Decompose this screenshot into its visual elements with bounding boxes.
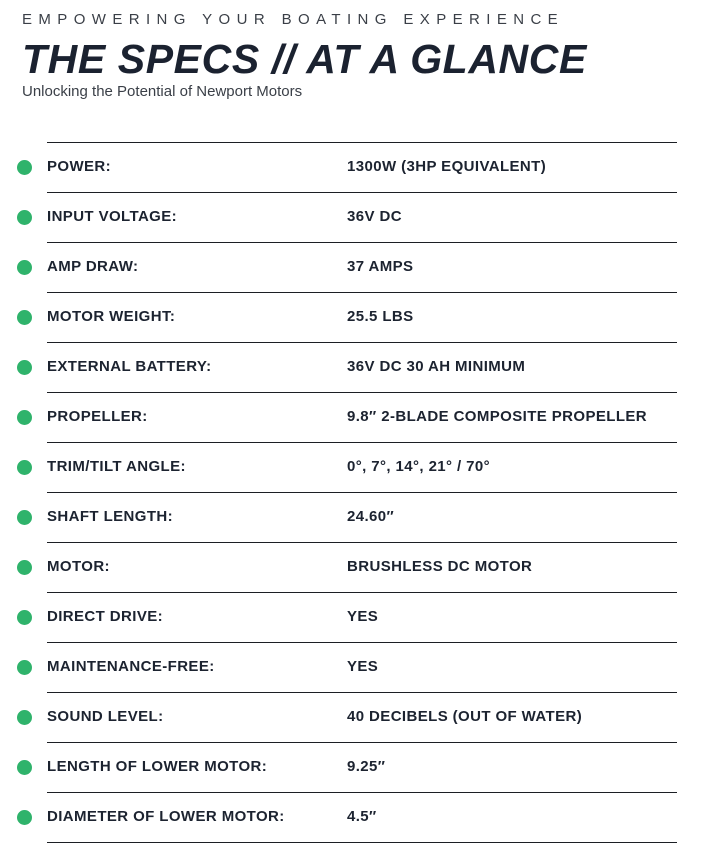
- spec-row: [47, 643, 677, 693]
- spec-label: DIRECT DRIVE:: [47, 608, 164, 625]
- bullet-dot-icon: [17, 660, 32, 675]
- spec-label: PROPELLER:: [47, 408, 148, 425]
- spec-row: [47, 543, 677, 593]
- bullet-dot-icon: [17, 710, 32, 725]
- spec-label: SHAFT LENGTH:: [47, 508, 174, 525]
- page-title: THE SPECS // AT A GLANCE: [22, 36, 587, 82]
- spec-value: 37 AMPS: [347, 258, 414, 275]
- spec-label: POWER:: [47, 158, 112, 175]
- bullet-dot-icon: [17, 410, 32, 425]
- spec-value: 36V DC: [347, 208, 402, 225]
- bullet-dot-icon: [17, 760, 32, 775]
- spec-label: INPUT VOLTAGE:: [47, 208, 178, 225]
- spec-row: [47, 293, 677, 343]
- spec-row: [47, 193, 677, 243]
- spec-row: [47, 243, 677, 293]
- bullet-dot-icon: [17, 310, 32, 325]
- spec-label: MOTOR WEIGHT:: [47, 308, 176, 325]
- bullet-dot-icon: [17, 210, 32, 225]
- spec-value: 25.5 LBS: [347, 308, 414, 325]
- spec-value: 40 DECIBELS (OUT OF WATER): [347, 708, 583, 725]
- spec-label: TRIM/TILT ANGLE:: [47, 458, 186, 475]
- spec-label: AMP DRAW:: [47, 258, 139, 275]
- spec-value: 0°, 7°, 14°, 21° / 70°: [347, 458, 491, 475]
- spec-value: 24.60″: [347, 508, 395, 525]
- spec-value: BRUSHLESS DC MOTOR: [347, 558, 533, 575]
- bullet-dot-icon: [17, 360, 32, 375]
- spec-value: 9.8″ 2-BLADE COMPOSITE PROPELLER: [347, 408, 648, 425]
- spec-label: LENGTH OF LOWER MOTOR:: [47, 758, 268, 775]
- spec-value: 1300W (3HP EQUIVALENT): [347, 158, 547, 175]
- spec-value: YES: [347, 658, 379, 675]
- eyebrow-tagline: EMPOWERING YOUR BOATING EXPERIENCE: [22, 11, 565, 28]
- spec-value: 36V DC 30 AH MINIMUM: [347, 358, 526, 375]
- spec-label: EXTERNAL BATTERY:: [47, 358, 212, 375]
- header: [22, 11, 702, 101]
- spec-value: 9.25″: [347, 758, 386, 775]
- spec-row: [47, 343, 677, 393]
- spec-row: [47, 493, 677, 543]
- bullet-dot-icon: [17, 460, 32, 475]
- bullet-dot-icon: [17, 560, 32, 575]
- spec-row: [47, 443, 677, 493]
- spec-row: [47, 793, 677, 843]
- bullet-dot-icon: [17, 810, 32, 825]
- bullet-dot-icon: [17, 610, 32, 625]
- spec-label: MOTOR:: [47, 558, 110, 575]
- spec-row: [47, 393, 677, 443]
- bullet-dot-icon: [17, 260, 32, 275]
- spec-row: [47, 593, 677, 643]
- bullet-dot-icon: [17, 160, 32, 175]
- spec-label: MAINTENANCE-FREE:: [47, 658, 215, 675]
- spec-label: DIAMETER OF LOWER MOTOR:: [47, 808, 285, 825]
- spec-row: [47, 693, 677, 743]
- spec-row: [47, 143, 677, 193]
- spec-rows: [0, 143, 712, 843]
- spec-label: SOUND LEVEL:: [47, 708, 164, 725]
- spec-row: [47, 743, 677, 793]
- bullet-dot-icon: [17, 510, 32, 525]
- spec-value: YES: [347, 608, 379, 625]
- spec-value: 4.5″: [347, 808, 377, 825]
- page-subtitle: Unlocking the Potential of Newport Motors: [22, 83, 303, 100]
